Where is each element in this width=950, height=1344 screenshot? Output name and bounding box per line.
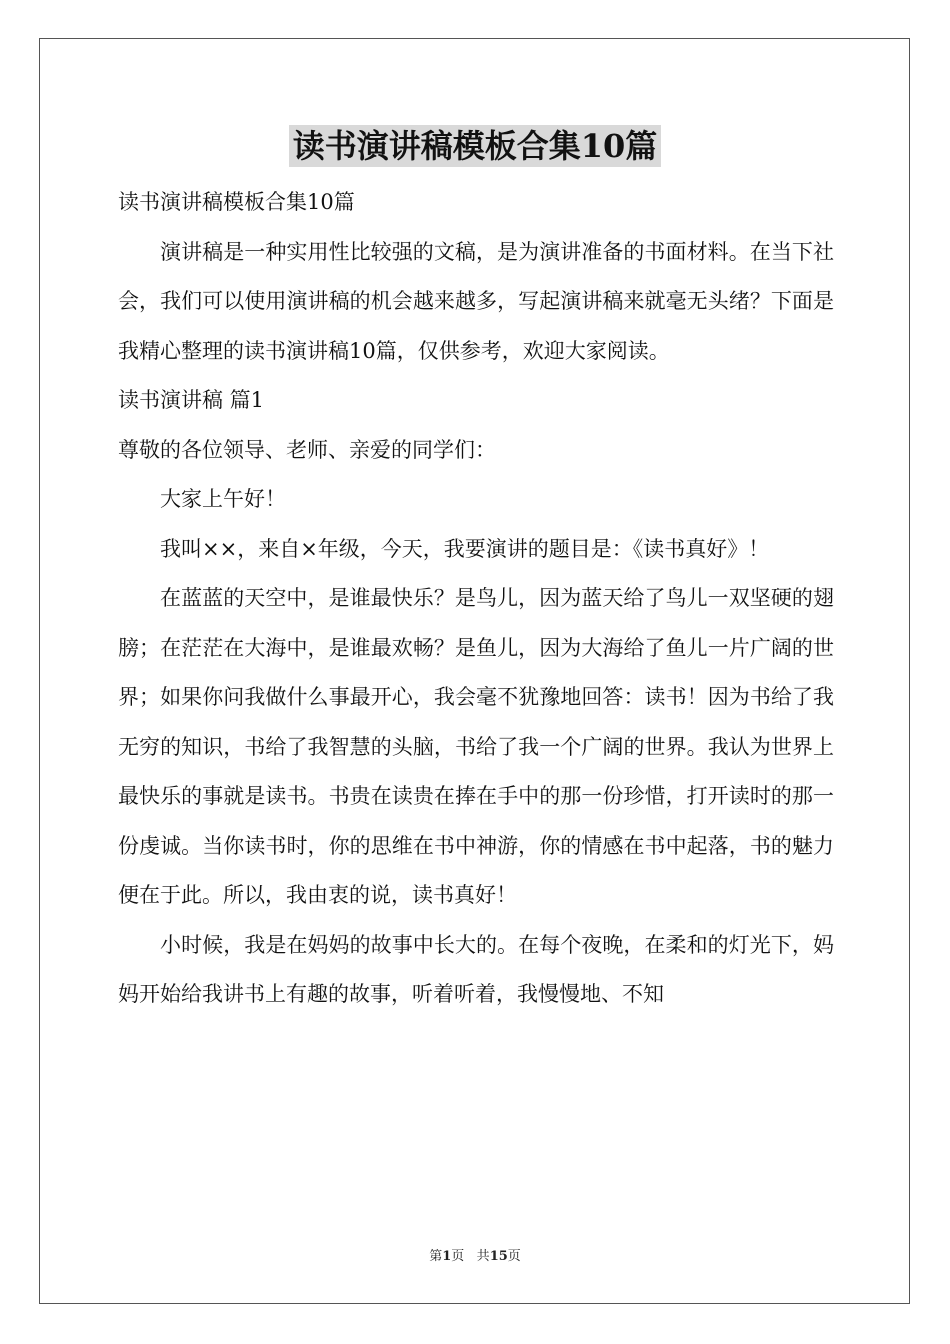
title-container: [0, 125, 950, 167]
page-suffix: 页: [451, 1249, 465, 1264]
paragraph-2: 在蓝蓝的天空中，是谁最快乐？是鸟儿，因为蓝天给了鸟儿一双坚硬的翅膀；在茫茫在大海中，是谁最欢畅？是鱼儿，因为大海给了鱼儿一片广阔的世界；如果你问我做什么事最开心，我会毫不犹豫地回答：读书！因为书给了我无穷的知识，书给了我智慧的头脑，书给了我一个广阔的世界。我认为世界上最快乐的事就是读书。书贵在读贵在捧在手中的那一份珍惜，打开读时的那一份虔诚。当你读书时，你的思维在书中神游，你的情感在书中起落，书的魅力便在于此。所以，我由衷的说，读书真好！: [118, 586, 834, 907]
page-number: 1: [442, 1249, 452, 1264]
paragraph-1: 我叫××，来自×年级，今天，我要演讲的题目是：《读书真好》！: [160, 536, 770, 561]
greeting: 大家上午好！: [160, 487, 286, 511]
salutation: 尊敬的各位领导、老师、亲爱的同学们：: [118, 437, 496, 462]
page-prefix: 第: [429, 1249, 443, 1264]
page-footer: [0, 1245, 950, 1264]
document-subtitle: 读书演讲稿模板合集10篇: [118, 190, 355, 214]
section-heading: 读书演讲稿 篇1: [118, 388, 265, 412]
total-prefix: 共: [476, 1249, 490, 1264]
total-suffix: 页: [507, 1249, 521, 1264]
intro-paragraph: 演讲稿是一种实用性比较强的文稿，是为演讲准备的书面材料。在当下社会，我们可以使用演讲稿的机会越来越多，写起演讲稿来就毫无头绪？下面是我精心整理的读书演讲稿10篇，仅供参考，欢迎大家阅读。: [118, 239, 834, 363]
total-pages: 15: [489, 1249, 508, 1264]
paragraph-3: 小时候，我是在妈妈的故事中长大的。在每个夜晚，在柔和的灯光下，妈妈开始给我讲书上有趣的故事，听着听着，我慢慢地、不知: [118, 932, 834, 1006]
document-title: 读书演讲稿模板合集10篇: [289, 125, 662, 167]
document-body: [118, 178, 834, 1020]
